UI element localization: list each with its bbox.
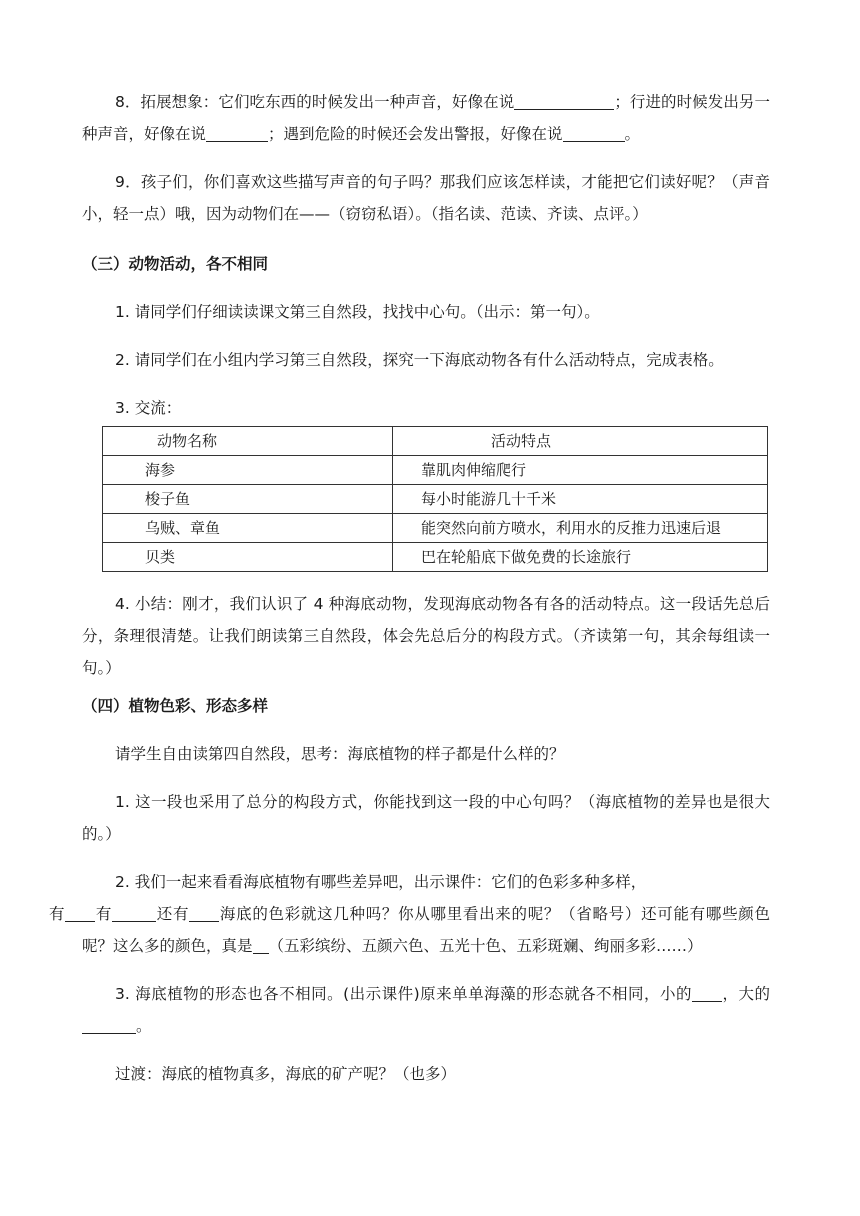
section-3-item-4: 4. 小结：刚才，我们认识了 4 种海底动物，发现海底动物各有各的活动特点。这一段话先总后分，条理很清楚。让我们朗读第三自然段，体会先总后分的构段方式。（齐读第一句，其余每组读一句。） [82, 595, 770, 677]
section-4-item-1: 1. 这一段也采用了总分的构段方式，你能找到这一段的中心句吗？（海底植物的差异也是很大的。） [82, 793, 770, 843]
section-3-item-3: 3. 交流： [115, 399, 182, 417]
table-row [103, 514, 768, 543]
item2-text-c: 有 [95, 905, 113, 923]
item3-text-a: 3. 海底植物的形态也各不相同。(出示课件)原来单单海藻的形态就各不相同，小的 [115, 985, 693, 1003]
fill-blank [206, 123, 268, 142]
section-4-heading: （四）植物色彩、形态多样 [82, 697, 269, 715]
table-cell: 每小时能游几十千米 [393, 485, 768, 514]
item2-text-f: （五彩缤纷、五颜六色、五光十色、五彩斑斓、绚丽多彩……） [268, 937, 703, 955]
section-4-intro: 请学生自由读第四自然段，思考：海底植物的样子都是什么样的？ [115, 745, 565, 763]
item2-text-e: 海底的色彩就这几种吗？你从哪里看出来的呢？（省略号）还可能有哪些颜色呢？这么多的颜色，真是 [82, 905, 770, 955]
paragraph-8 [82, 86, 770, 150]
fill-blank [563, 123, 625, 142]
p8-text-c: ；遇到危险的时候还会发出警报，好像在说 [268, 125, 563, 143]
section-4-transition: 过渡：海底的植物真多，海底的矿产呢？（也多） [115, 1065, 457, 1083]
table-cell: 贝类 [103, 543, 393, 572]
document-page [49, 86, 770, 1090]
section-4-item-2 [49, 866, 770, 962]
fill-blank [65, 903, 95, 922]
section-3-item-2: 2. 请同学们在小组内学习第三自然段，探究一下海底动物各有什么活动特点，完成表格。 [115, 351, 724, 369]
table-header-row [103, 427, 768, 456]
section-3-heading: （三）动物活动，各不相同 [82, 255, 269, 273]
fill-blank [253, 935, 269, 954]
table-cell: 靠肌肉伸缩爬行 [393, 456, 768, 485]
item3-text-c: 。 [136, 1017, 152, 1035]
item3-text-b: ，大的 [722, 985, 770, 1003]
table-cell: 海参 [103, 456, 393, 485]
table-cell: 能突然向前方喷水，利用水的反推力迅速后退 [393, 514, 768, 543]
item2-text-a: 2. 我们一起来看看海底植物有哪些差异吧，出示课件：它们的色彩多种多样， [115, 873, 647, 891]
table-header-cell: 动物名称 [103, 427, 393, 456]
table-row [103, 485, 768, 514]
fill-blank [514, 91, 614, 110]
table-row [103, 456, 768, 485]
section-3-item-1: 1. 请同学们仔细读读课文第三自然段，找找中心句。（出示：第一句）。 [115, 303, 600, 321]
section-4-item-3 [82, 978, 770, 1042]
p8-text-a: 8．拓展想象：它们吃东西的时候发出一种声音，好像在说 [115, 93, 515, 111]
p8-text-d: 。 [624, 125, 641, 143]
table-row [103, 543, 768, 572]
table-cell: 巴在轮船底下做免费的长途旅行 [393, 543, 768, 572]
fill-blank [692, 983, 722, 1002]
item2-text-b: 有 [49, 905, 66, 923]
fill-blank [189, 903, 219, 922]
animal-activity-table [102, 426, 768, 572]
table-header-cell: 活动特点 [393, 427, 768, 456]
table-cell: 梭子鱼 [103, 485, 393, 514]
paragraph-9: 9．孩子们，你们喜欢这些描写声音的句子吗？那我们应该怎样读，才能把它们读好呢？（声音小，轻一点）哦，因为动物们在——（窃窃私语）。（指名读、范读、齐读、点评。） [82, 173, 770, 223]
item2-text-d: 还有 [156, 905, 190, 923]
fill-blank [82, 1015, 136, 1034]
table-cell: 乌贼、章鱼 [103, 514, 393, 543]
p8-text-b: ；行进的时候发出另一种声音，好像在说 [82, 93, 770, 143]
fill-blank [112, 903, 156, 922]
